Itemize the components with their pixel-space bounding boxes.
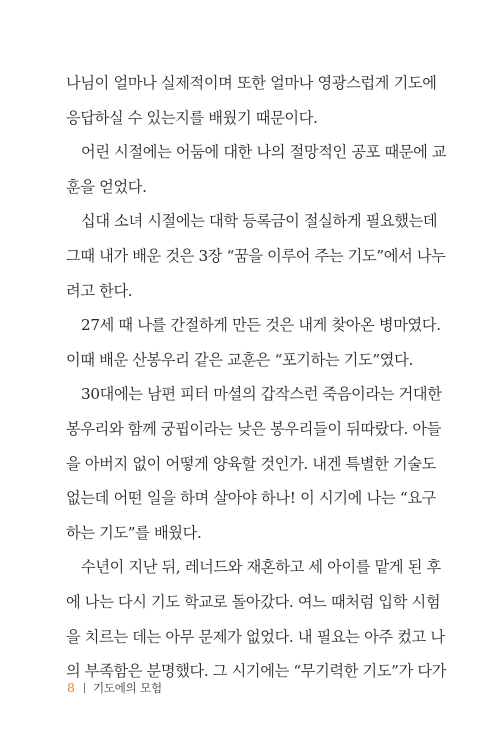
text-line: 봉우리와 함께 궁핍이라는 낮은 봉우리들이 뒤따랐다. 아들 — [66, 419, 442, 438]
text-line: 하는 기도”를 배웠다. — [66, 523, 202, 542]
body-text — [66, 66, 447, 689]
text-line: 그때 내가 배운 것은 3장 “꿈을 이루어 주는 기도”에서 나누 — [66, 246, 446, 265]
text-line: 에 나는 다시 기도 학교로 돌아갔다. 여느 때처럼 입학 시험 — [66, 592, 441, 611]
text-line: 어린 시절에는 어둠에 대한 나의 절망적인 공포 때문에 교 — [81, 143, 447, 162]
book-title: 기도에의 모험 — [92, 681, 162, 695]
text-line: 이때 배운 산봉우리 같은 교훈은 “포기하는 기도”였다. — [66, 350, 413, 369]
page-footer — [67, 681, 162, 695]
text-line: 십대 소녀 시절에는 대학 등록금이 절실하게 필요했는데 — [81, 212, 438, 231]
text-line: 려고 한다. — [66, 281, 133, 300]
text-line: 없는데 어떤 일을 하며 살아야 하나! 이 시기에 나는 “요구 — [66, 489, 436, 508]
text-line: 을 치르는 데는 아무 문제가 없었다. 내 필요는 아주 컸고 나 — [66, 627, 445, 646]
text-line: 나님이 얼마나 실제적이며 또한 얼마나 영광스럽게 기도에 — [66, 74, 437, 92]
text-line: 훈을 얻었다. — [66, 177, 147, 196]
text-line: 을 아버지 없이 어떻게 양육할 것인가. 내겐 특별한 기술도 — [66, 454, 436, 473]
text-line: 응답하실 수 있는지를 배웠기 때문이다. — [66, 108, 318, 127]
footer-divider — [84, 683, 85, 693]
text-line: 30대에는 남편 피터 마셜의 갑작스런 죽음이라는 거대한 — [81, 385, 442, 404]
text-line: 수년이 지난 뒤, 레너드와 재혼하고 세 아이를 맡게 된 후 — [81, 558, 441, 577]
text-line: 의 부족함은 분명했다. 그 시기에는 “무기력한 기도”가 다가 — [66, 662, 447, 681]
text-line: 27세 때 나를 간절하게 만든 것은 내게 찾아온 병마였다. — [81, 316, 441, 335]
page-number: 8 — [67, 680, 75, 695]
